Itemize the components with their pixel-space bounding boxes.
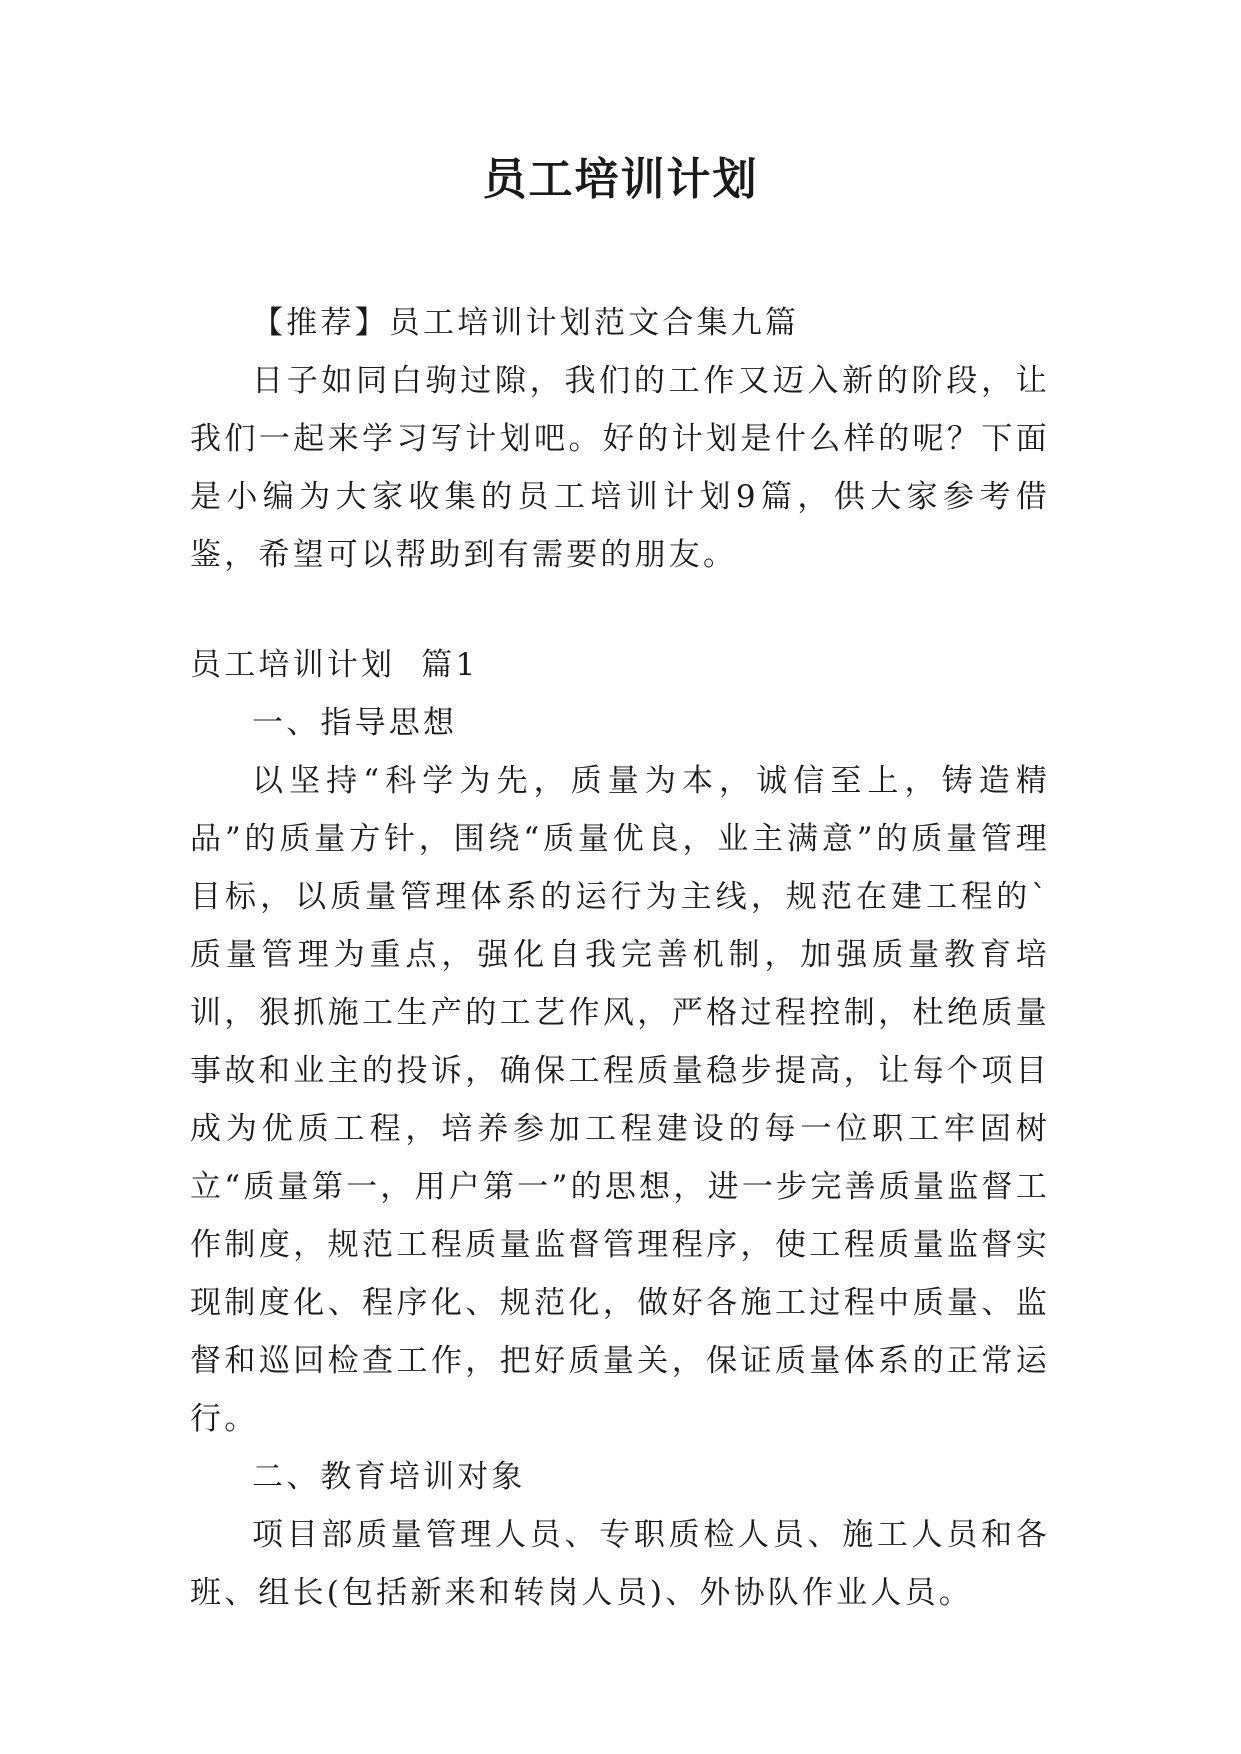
article-heading: 员工培训计划 篇1: [190, 647, 479, 683]
recommend-line: 【推荐】员工培训计划范文合集九篇: [252, 305, 800, 341]
section-body-training-targets: 项目部质量管理人员、专职质检人员、施工人员和各班、组长(包括新来和转岗人员)、外协队作业人员。: [190, 1517, 1050, 1611]
section-title-training-targets: 二、教育培训对象: [252, 1459, 526, 1495]
section-title-guiding-thought: 一、指导思想: [252, 705, 458, 741]
section-body-guiding-thought: 以坚持“科学为先，质量为本，诚信至上，铸造精品”的质量方针，围绕“质量优良，业主满意”的质量管理目标，以质量管理体系的运行为主线，规范在建工程的`质量管理为重点，强化自我完善机制，加强质量教育培训，狠抓施工生产的工艺作风，严格过程控制，杜绝质量事故和业主的投诉，确保工程质量稳步提高，让每个项目成为优质工程，培养参加工程建设的每一位职工牢固树立“质量第一，用户第一”的思想，进一步完善质量监督工作制度，规范工程质量监督管理程序，使工程质量监督实现制度化、程序化、规范化，做好各施工过程中质量、监督和巡回检查工作，把好质量关，保证质量体系的正常运行。: [190, 763, 1050, 1437]
article-section: [190, 636, 1050, 1622]
intro-paragraph: 日子如同白驹过隙，我们的工作又迈入新的阶段，让我们一起来学习写计划吧。好的计划是什么样的呢？下面是小编为大家收集的员工培训计划9篇，供大家参考借鉴，希望可以帮助到有需要的朋友。: [190, 363, 1050, 573]
document-title: 员工培训计划: [482, 154, 759, 205]
intro-section: [190, 294, 1050, 584]
